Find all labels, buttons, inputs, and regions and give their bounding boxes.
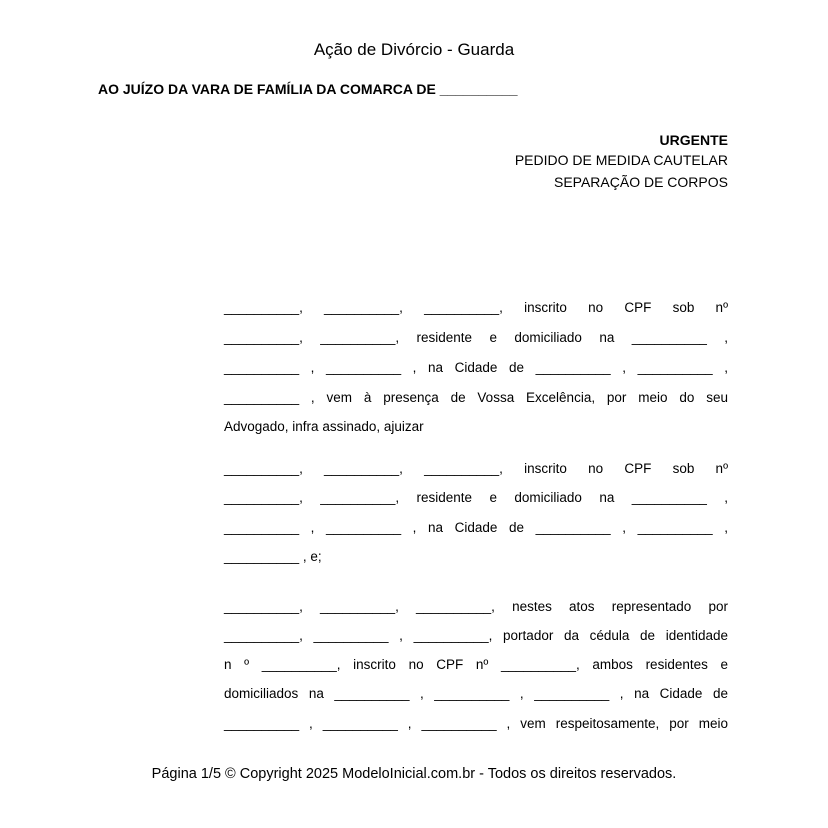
paragraph-line: __________, __________, residente e domiciliado na __________ , — [224, 330, 728, 345]
request-type: PEDIDO DE MEDIDA CAUTELAR — [514, 152, 728, 168]
paragraph-line: __________ , __________ , na Cidade de __________ , __________ , — [224, 520, 728, 535]
paragraph-line: __________ , vem à presença de Vossa Excelência, por meio do seu — [224, 390, 728, 405]
paragraph-line: __________, __________, __________, inscrito no CPF sob nº — [224, 461, 728, 476]
paragraph-line: __________ , e; — [224, 549, 322, 564]
paragraph-line: n º __________, inscrito no CPF nº __________, ambos residentes e — [224, 657, 728, 672]
page-footer: Página 1/5 © Copyright 2025 ModeloInicial.com.br - Todos os direitos reservados. — [151, 766, 677, 782]
paragraph-line: __________ , __________ , __________ , vem respeitosamente, por meio — [224, 716, 728, 731]
paragraph-line: __________, __________ , __________, portador da cédula de identidade — [224, 628, 728, 643]
paragraph-line: domiciliados na __________ , __________ , __________ , na Cidade de — [224, 686, 728, 701]
document-title: Ação de Divórcio - Guarda — [313, 40, 515, 59]
paragraph-line: __________ , __________ , na Cidade de __________ , __________ , — [224, 360, 728, 375]
paragraph-line: __________, __________, __________, nestes atos representado por — [224, 599, 728, 614]
paragraph-line: Advogado, infra assinado, ajuizar — [224, 419, 424, 434]
paragraph-line: __________, __________, __________, inscrito no CPF sob nº — [224, 300, 728, 315]
request-subject: SEPARAÇÃO DE CORPOS — [553, 174, 728, 190]
court-address-line: AO JUÍZO DA VARA DE FAMÍLIA DA COMARCA DE __________ — [98, 81, 518, 97]
paragraph-line: __________, __________, residente e domiciliado na __________ , — [224, 490, 728, 505]
urgent-label: URGENTE — [659, 132, 728, 148]
